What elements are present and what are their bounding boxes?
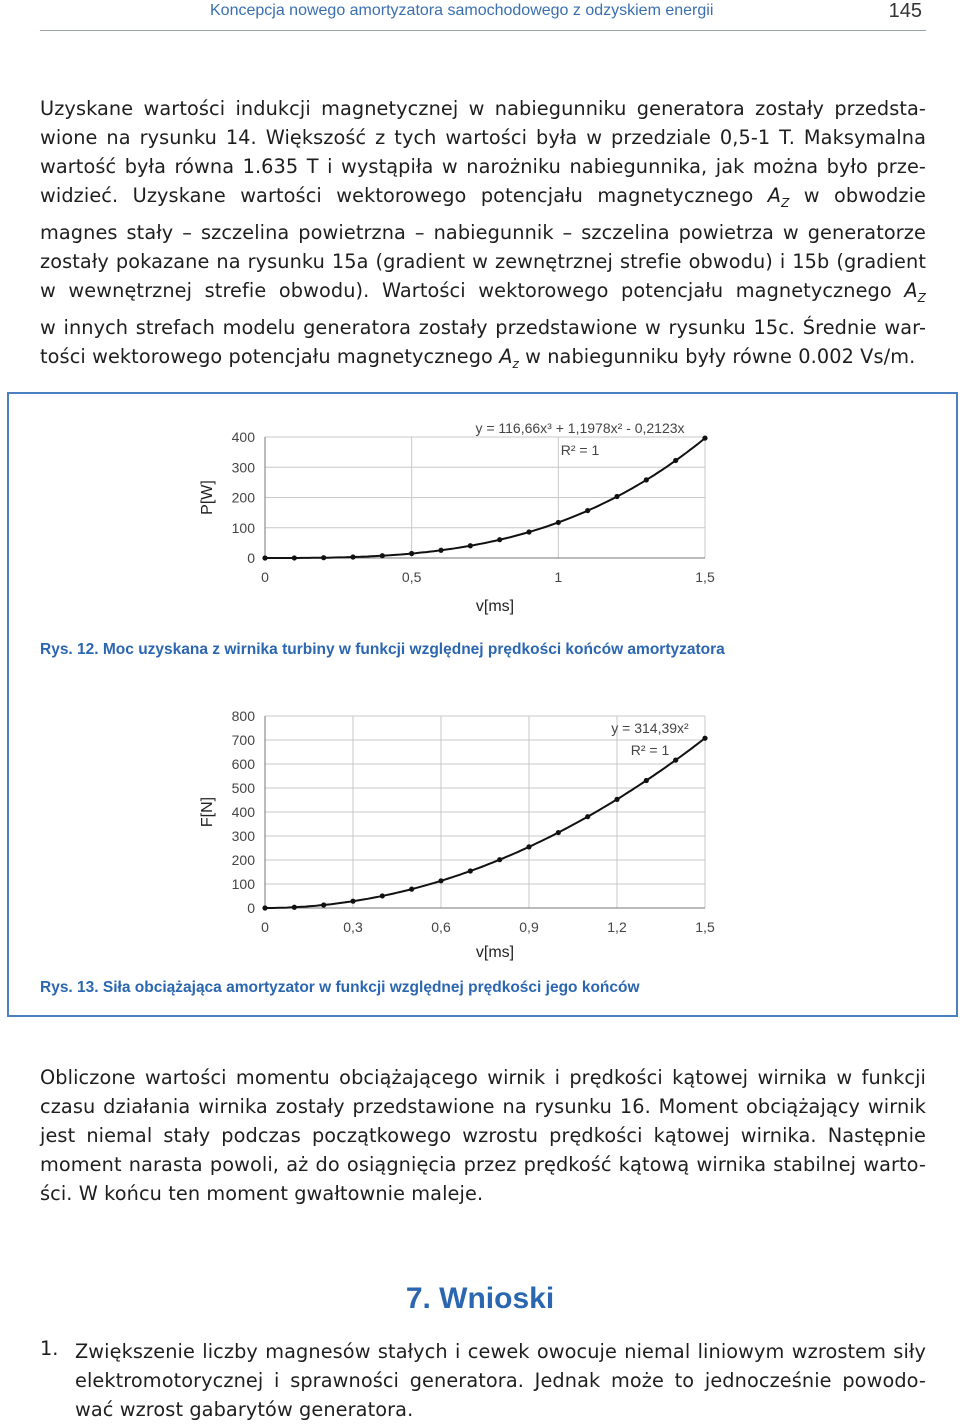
x-tick-label: 0,9: [519, 919, 539, 935]
text-fragment: tości wektorowego potencjału magnetycznego: [40, 344, 493, 368]
data-point: [556, 830, 561, 835]
list-number: 1.: [40, 1337, 59, 1360]
y-axis-label: F[N]: [199, 796, 216, 828]
trendline-equation: y = 314,39x²: [611, 720, 689, 736]
section-heading: 7. Wnioski: [405, 1282, 555, 1315]
data-point: [702, 736, 707, 741]
data-point: [673, 458, 678, 463]
trendline-equation: y = 116,66x³ + 1,1978x² - 0,2123x: [475, 420, 685, 436]
data-point: [614, 494, 619, 499]
data-point: [321, 555, 326, 560]
data-point: [438, 548, 443, 553]
text-line: magnes stały – szczelina powietrzna – nabiegunnik – szczelina powietrza w generatorze: [40, 220, 926, 244]
data-point: [262, 905, 267, 910]
data-point: [468, 543, 473, 548]
data-point: [292, 905, 297, 910]
power-chart: [190, 405, 740, 620]
x-axis-label: v[ms]: [475, 598, 515, 615]
x-tick-label: 0,3: [343, 919, 363, 935]
data-point: [702, 435, 707, 440]
x-tick-label: 0: [261, 569, 269, 585]
text-line: moment narasta powoli, aż do osiągnięcia przez prędkość kątową wirnika stabilnej warto-: [40, 1153, 926, 1176]
x-tick-label: 0,5: [401, 569, 422, 585]
y-tick-label: 0: [247, 900, 255, 916]
text-line: Zwiększenie liczby magnesów stałych i cewek owocuje niemal liniowym wzrostem siły: [75, 1340, 926, 1363]
x-tick-label: 0: [261, 919, 269, 935]
symbol-az: $A_z$: [499, 344, 519, 371]
list-item: [75, 1337, 926, 1424]
data-point: [673, 758, 678, 763]
figure-13-caption: Rys. 13. Siła obciążająca amortyzator w funkcji względnej prędkości jego końców: [40, 979, 640, 996]
symbol-az: $A_Z$: [904, 278, 926, 305]
data-point: [409, 551, 414, 556]
data-point: [614, 797, 619, 802]
text-line: Obliczone wartości momentu obciążającego wirnik i prędkości kątowej wirnika w funkcji: [40, 1066, 926, 1089]
data-point: [292, 555, 297, 560]
trendline-equation: R² = 1: [560, 442, 600, 458]
y-tick-label: 200: [231, 489, 255, 506]
y-tick-label: 300: [231, 459, 255, 476]
x-tick-label: 1,2: [607, 919, 627, 935]
text-line: elektromotorycznej i sprawności generatora. Jednak może to jednocześnie powodo-: [75, 1369, 926, 1392]
text-line: wione na rysunku 14. Większość z tych wartości była w przedziale 0,5-1 T. Maksymalna: [40, 126, 926, 149]
data-point: [321, 902, 326, 907]
text-line-with-symbol: [40, 276, 926, 313]
text-line: zostały pokazane na rysunku 15a (gradient w zewnętrznej strefie obwodu) i 15b (gradient: [40, 249, 926, 273]
y-tick-label: 700: [231, 732, 255, 748]
running-title: Koncepcja nowego amortyzatora samochodowego z odzyskiem energii: [210, 2, 714, 19]
data-point: [556, 520, 561, 525]
data-point: [644, 778, 649, 783]
header-rule: [40, 30, 926, 31]
data-point: [468, 868, 473, 873]
data-point: [585, 508, 590, 513]
data-point: [350, 899, 355, 904]
text-line: wartość była równa 1.635 T i wystąpiła w narożniku nabiegunnika, jak można było prze-: [40, 155, 926, 178]
data-point: [497, 537, 502, 542]
x-tick-label: 1,5: [695, 569, 715, 585]
y-tick-label: 100: [231, 876, 255, 892]
paragraph-1: [40, 94, 926, 379]
y-tick-label: 800: [231, 708, 255, 724]
x-tick-label: 0,6: [431, 919, 451, 935]
y-tick-label: 400: [231, 429, 255, 445]
text-line: Uzyskane wartości indukcji magnetycznej w nabiegunniku generatora zostały przedsta-: [40, 97, 926, 120]
data-point: [585, 814, 590, 819]
data-point: [438, 878, 443, 883]
text-line: czasu działania wirnika zostały przedstawione na rysunku 16. Moment obciążający wirnik: [40, 1095, 926, 1118]
y-tick-label: 200: [231, 852, 255, 868]
y-tick-label: 500: [231, 780, 255, 796]
y-axis-label: P[W]: [199, 480, 216, 515]
text-line: jest niemal stały podczas początkowego wzrostu prędkości kątowej wirnika. Następnie: [40, 1124, 926, 1147]
text-fragment: w nabiegunniku były równe 0.002 Vs/m.: [525, 344, 916, 368]
text-line: ści. W końcu ten moment gwałtownie maleje.: [40, 1182, 484, 1205]
text-line: w innych strefach modelu generatora zostały przedstawione w rysunku 15c. Średnie war-: [40, 315, 926, 339]
x-tick-label: 1: [554, 569, 563, 585]
y-tick-label: 600: [231, 756, 255, 772]
data-point: [497, 857, 502, 862]
x-tick-label: 1,5: [695, 919, 715, 935]
running-header: [0, 0, 960, 32]
data-point: [644, 477, 649, 482]
data-point: [380, 553, 385, 558]
text-fragment: w obwodzie: [803, 184, 926, 207]
data-point: [262, 555, 267, 560]
data-point: [526, 844, 531, 849]
text-fragment: widzieć. Uzyskane wartości wektorowego potencjału magnetycznego: [40, 184, 754, 207]
figure-12-caption: Rys. 12. Moc uzyskana z wirnika turbiny w funkcji względnej prędkości końców amortyzatora: [40, 641, 725, 658]
text-line: wać wzrost gabarytów generatora.: [75, 1398, 414, 1421]
data-point: [409, 887, 414, 892]
paragraph-2: [40, 1063, 926, 1208]
data-point: [380, 893, 385, 898]
page-number: 145: [888, 0, 922, 22]
x-axis-label: v[ms]: [475, 944, 515, 961]
trendline-equation: R² = 1: [630, 742, 670, 758]
y-tick-label: 0: [247, 550, 255, 566]
y-tick-label: 400: [231, 804, 255, 820]
text-line-with-symbol: [40, 342, 926, 379]
y-tick-label: 100: [231, 519, 255, 536]
data-point: [350, 554, 355, 559]
symbol-az: $A_Z$: [767, 184, 790, 210]
data-point: [526, 529, 531, 534]
text-line-with-symbol: [40, 181, 926, 218]
y-tick-label: 300: [231, 828, 255, 844]
force-chart: [190, 700, 740, 965]
text-fragment: w wewnętrznej strefie obwodu). Wartości wektorowego potencjału magnetycznego: [40, 278, 892, 302]
